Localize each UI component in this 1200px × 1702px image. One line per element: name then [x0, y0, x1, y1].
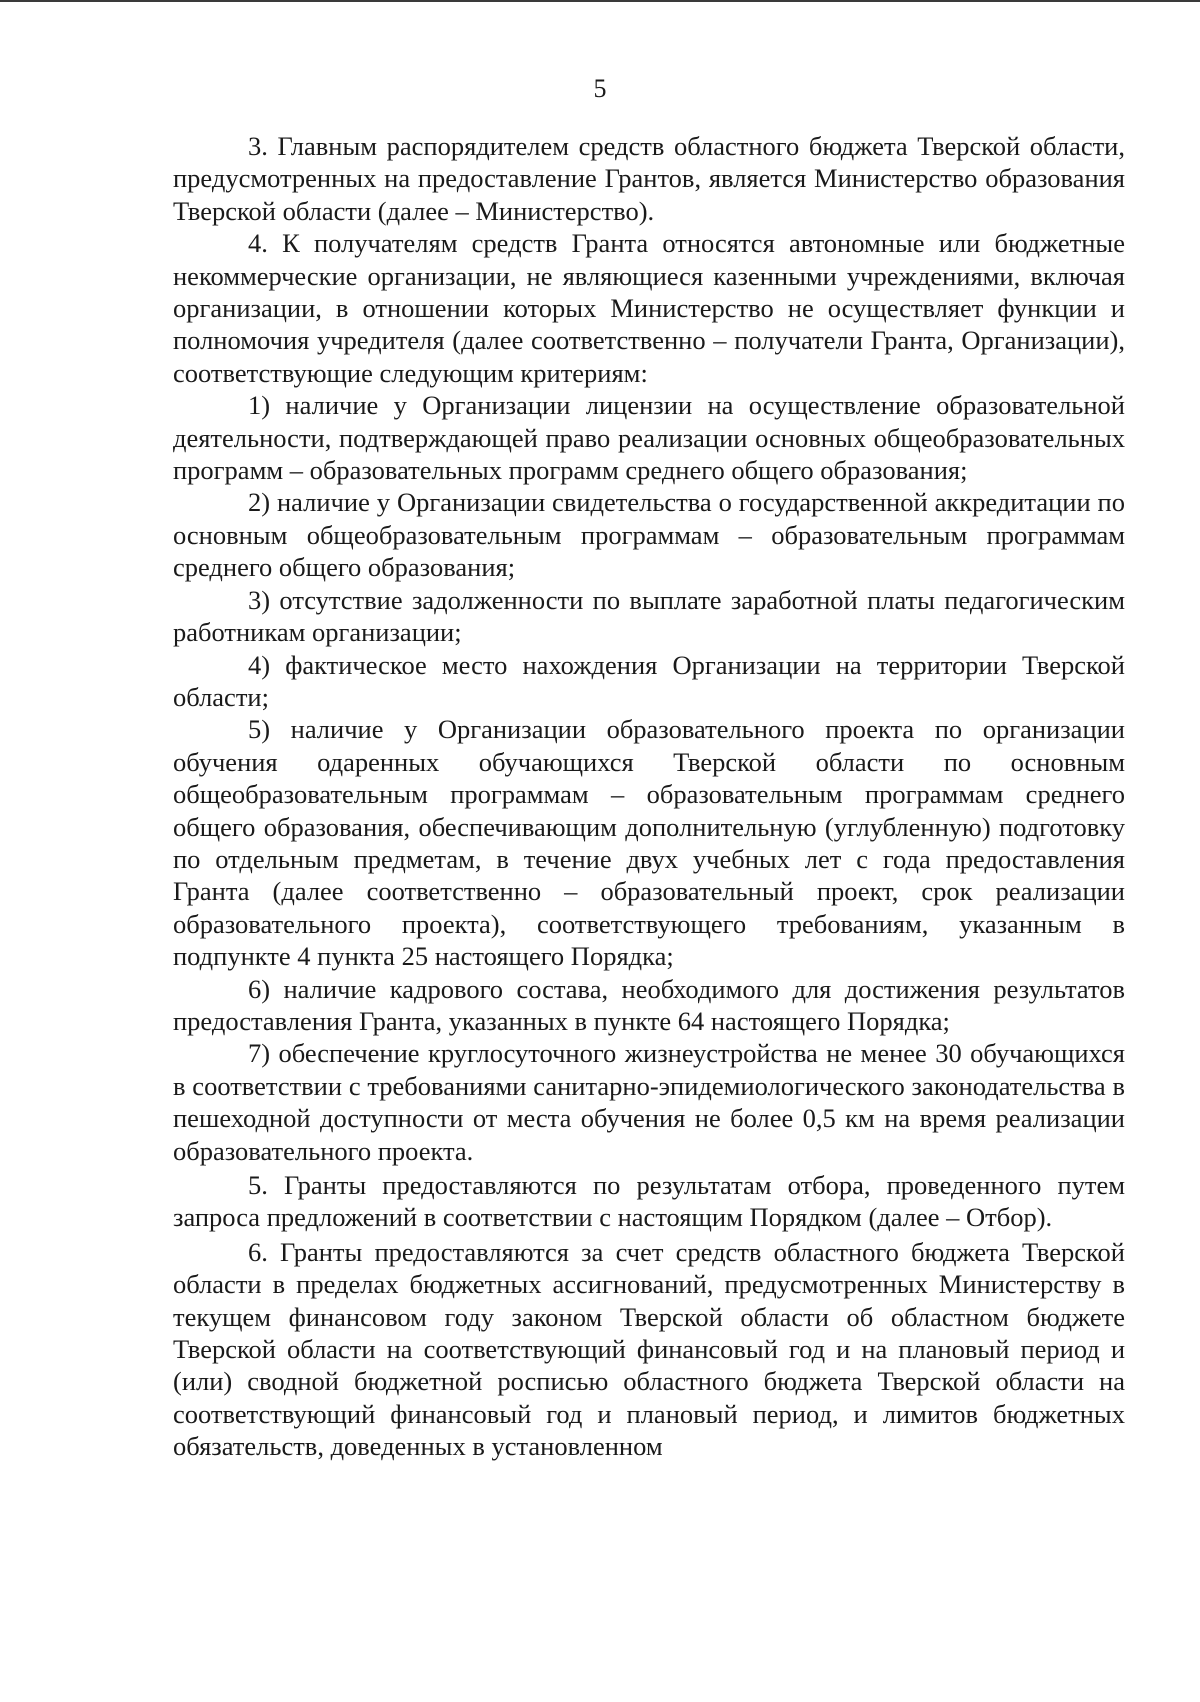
criterion-3-no-salary-debt: 3) отсутствие задолженности по выплате заработной платы педагогическим работникам организации; [173, 584, 1125, 648]
paragraph-5-selection: 5. Гранты предоставляются по результатам отбора, проведенного путем запроса предложений в соответствии с настоящим Порядком (далее – Отбор). [173, 1170, 1125, 1233]
page-number: 5 [593, 74, 607, 103]
criterion-2-accreditation: 2) наличие у Организации свидетельства о государственной аккредитации по основным общеобразовательным программам – образовательным программам среднего общего образования; [173, 487, 1125, 583]
criterion-6-staff: 6) наличие кадрового состава, необходимого для достижения результатов предоставления Гранта, указанных в пункте 64 настоящего Порядка; [173, 973, 1125, 1036]
scan-edge-line [0, 0, 1200, 2]
criterion-5-educational-project: 5) наличие у Организации образовательного проекта по организации обучения одаренных обучающихся Тверской области по основным общеобразовательным программам – образовательным программам среднего общего образования, обеспечивающим дополнительную (углубленную) подготовку по отдельным предметам, в течение двух учебных лет с года предоставления Гранта (далее соответственно – образовательный проект, срок реализации образовательного проекта), соответствующего требованиям, указанным в подпункте 4 пункта 25 настоящего Порядка; [173, 714, 1125, 972]
paragraph-4-grant-recipients: 4. К получателям средств Гранта относятся автономные или бюджетные некоммерческие организации, не являющиеся казенными учреждениями, включая организации, в отношении которых Министерство не осуществляет функции и полномочия учредителя (далее соответственно – получатели Гранта, Организации), соответствующие следующим критериям: [173, 228, 1125, 388]
criterion-1-license: 1) наличие у Организации лицензии на осуществление образовательной деятельности, подтверждающей право реализации основных общеобразовательных программ – образовательных программ среднего общего образования; [173, 390, 1125, 486]
criterion-7-accommodation: 7) обеспечение круглосуточного жизнеустройства не менее 30 обучающихся в соответствии с требованиями санитарно-эпидемиологического законодательства в пешеходной доступности от места обучения не более 0,5 км на время реализации образовательного проекта. [173, 1038, 1125, 1166]
document-body [173, 130, 1125, 1463]
paragraph-3-chief-administrator: 3. Главным распорядителем средств областного бюджета Тверской области, предусмотренных на предоставление Грантов, является Министерство образования Тверской области (далее – Министерство). [173, 131, 1125, 226]
criterion-4-location: 4) фактическое место нахождения Организации на территории Тверской области; [173, 649, 1125, 712]
paragraph-6-funding: 6. Гранты предоставляются за счет средств областного бюджета Тверской области в пределах бюджетных ассигнований, предусмотренных Министерству в текущем финансовом году законом Тверской области об областном бюджете Тверской области на соответствующий финансовый год и на плановый период и (или) сводной бюджетной росписью областного бюджета Тверской области на соответствующий финансовый год и плановый период, и лимитов бюджетных обязательств, доведенных в установленном [173, 1236, 1125, 1462]
